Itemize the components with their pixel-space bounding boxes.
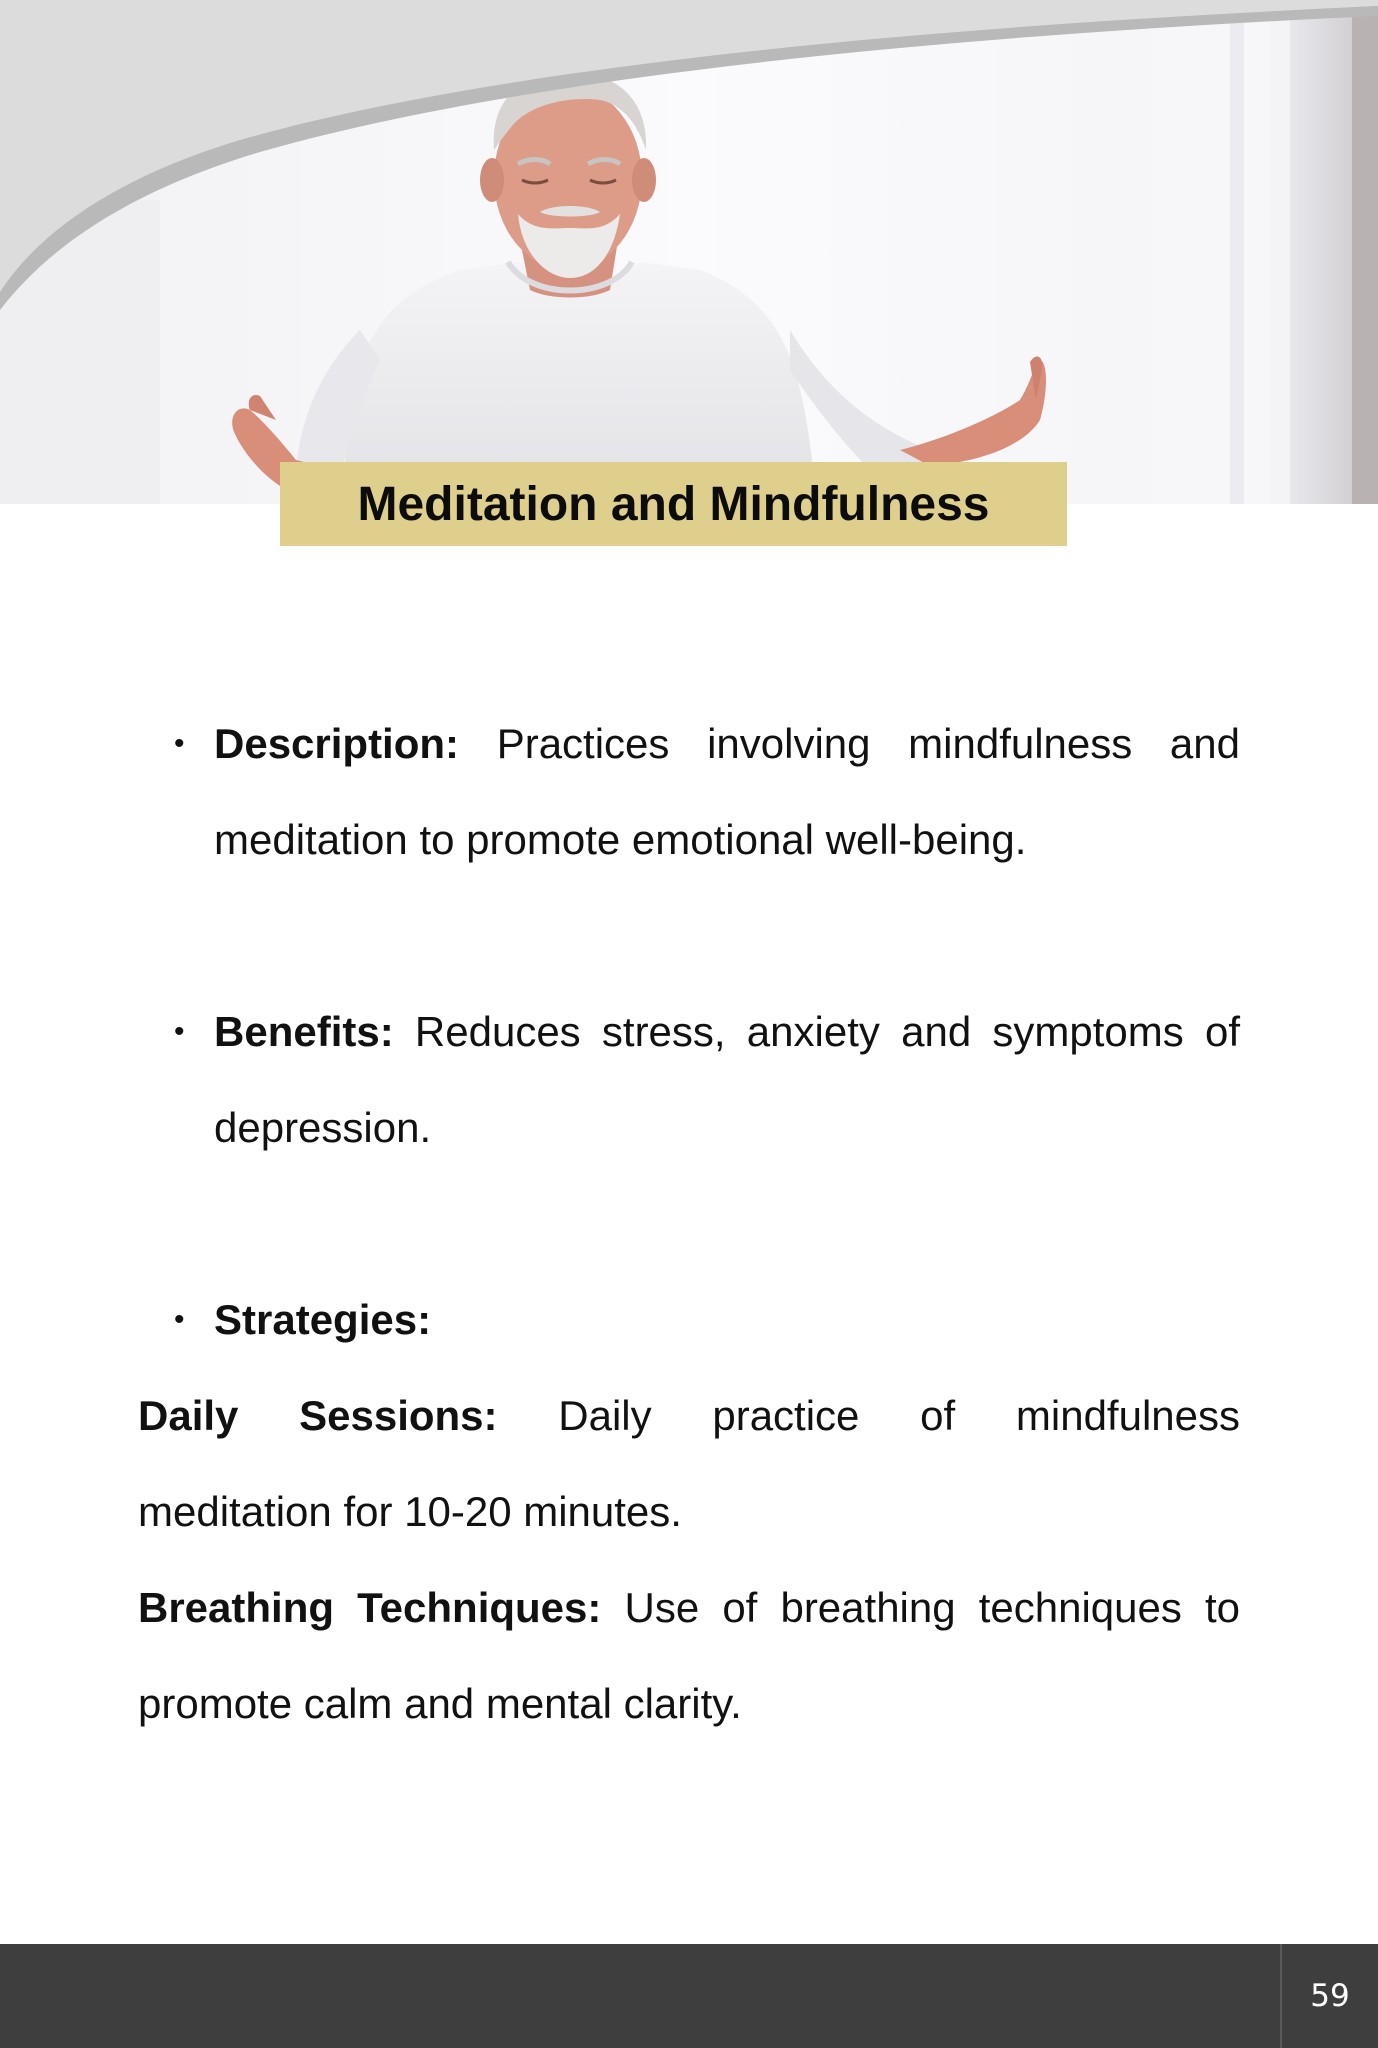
bullet-dot-icon: •	[174, 1015, 185, 1048]
strategy-text: Daily practice of mindfulness	[558, 1392, 1241, 1439]
strategy-daily-sessions-cont	[138, 1464, 1240, 1560]
item-text: Practices involving mindfulness and	[496, 720, 1241, 767]
item-text: depression.	[214, 1104, 432, 1151]
strategy-breathing-techniques	[138, 1560, 1240, 1656]
list-item-benefits-cont	[138, 1080, 1240, 1176]
bullet-dot-icon: •	[174, 727, 185, 760]
item-text: meditation to promote emotional well-being.	[214, 816, 1027, 863]
page-title: Meditation and Mindfulness	[357, 477, 990, 531]
list-item-description-cont	[138, 792, 1240, 888]
content-body	[138, 696, 1240, 1752]
bullet-dot-icon: •	[174, 1303, 185, 1336]
meditating-man-illustration	[0, 0, 1378, 504]
strategy-text: Use of breathing techniques to	[624, 1584, 1241, 1631]
item-label: Benefits:	[214, 1008, 394, 1055]
strategy-text: meditation for 10-20 minutes.	[138, 1488, 682, 1535]
list-item-strategies	[138, 1272, 1240, 1368]
strategy-label: Breathing Techniques:	[138, 1584, 602, 1631]
hero-photo	[0, 0, 1378, 504]
strategy-breathing-techniques-cont	[138, 1656, 1240, 1752]
item-label: Description:	[214, 720, 460, 767]
item-label: Strategies:	[214, 1296, 432, 1343]
footer-bar	[0, 1944, 1378, 2048]
item-text: Reduces stress, anxiety and symptoms of	[414, 1008, 1240, 1055]
list-item-benefits	[138, 984, 1240, 1080]
strategy-daily-sessions	[138, 1368, 1240, 1464]
page-number: 59	[1280, 1944, 1378, 2048]
title-band	[280, 462, 1067, 546]
strategy-text: promote calm and mental clarity.	[138, 1680, 742, 1727]
list-item-description	[138, 696, 1240, 792]
strategy-label: Daily Sessions:	[138, 1392, 498, 1439]
